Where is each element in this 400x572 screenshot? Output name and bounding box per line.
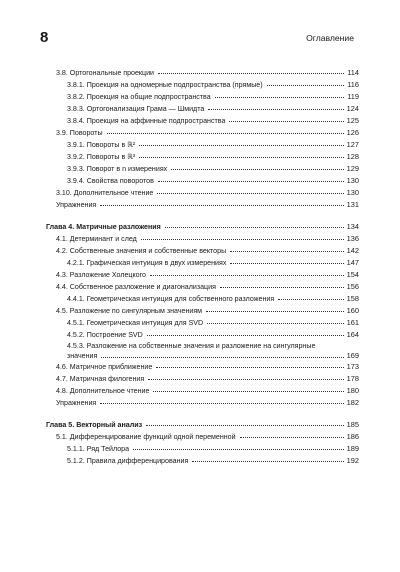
toc-entry <box>46 163 359 175</box>
toc-entry <box>46 443 359 455</box>
toc-entry <box>46 305 359 317</box>
toc-label: 3.8.3. Ортогонализация Грама — Шмидта <box>67 105 205 113</box>
dot-leader <box>157 193 343 194</box>
toc-page: 142 <box>346 246 359 255</box>
toc-page: 158 <box>346 294 359 303</box>
toc-label: 5.1.2. Правила дифференцирования <box>67 457 189 465</box>
toc-label: 4.6. Матричное приближение <box>56 363 153 371</box>
table-of-contents <box>46 67 359 467</box>
toc-entry <box>46 281 359 293</box>
toc-entry <box>46 455 359 467</box>
dot-leader <box>100 403 343 404</box>
toc-entry <box>46 233 359 245</box>
toc-page: 136 <box>346 234 359 243</box>
toc-entry-line2: значения <box>67 352 98 360</box>
toc-label: 4.5. Разложение по сингулярным значениям <box>56 307 203 315</box>
toc-entry <box>46 361 359 373</box>
toc-label: 3.8. Ортогональные проекции <box>56 69 154 77</box>
toc-entry <box>46 115 359 127</box>
toc-label: 4.1. Детерминант и след <box>56 235 137 243</box>
toc-label: 3.8.4. Проекция на аффинные подпространства <box>67 117 226 125</box>
dot-leader <box>220 287 344 288</box>
toc-page: 169 <box>346 351 359 360</box>
toc-page: 131 <box>346 200 359 209</box>
toc-label: Упражнения <box>56 201 97 209</box>
toc-page: 192 <box>346 456 359 465</box>
toc-page: 164 <box>346 330 359 339</box>
toc-label: 4.8. Дополнительное чтение <box>56 387 150 395</box>
dot-leader <box>139 157 343 158</box>
toc-chapter <box>46 419 359 431</box>
dot-leader <box>150 275 344 276</box>
toc-page: 173 <box>346 362 359 371</box>
dot-leader <box>230 251 343 252</box>
toc-entry <box>46 199 359 211</box>
dot-leader <box>215 97 345 98</box>
dot-leader <box>267 85 345 86</box>
toc-page: 160 <box>346 306 359 315</box>
toc-label: Упражнения <box>56 399 97 407</box>
toc-entry <box>46 293 359 305</box>
dot-leader <box>147 335 344 336</box>
toc-page: 128 <box>346 152 359 161</box>
toc-label: 4.2.1. Графическая интуиция в двух измерениях <box>67 259 227 267</box>
toc-entry <box>46 397 359 409</box>
running-title: Оглавление <box>306 33 354 43</box>
dot-leader <box>107 133 344 134</box>
page-number: 8 <box>40 29 49 46</box>
toc-entry <box>46 329 359 341</box>
toc-page: 125 <box>346 116 359 125</box>
dot-leader <box>278 299 343 300</box>
toc-label: 3.8.1. Проекция на одномерные подпространства (прямые) <box>67 81 263 89</box>
toc-page: 129 <box>346 164 359 173</box>
toc-entry <box>46 151 359 163</box>
toc-label: 4.3. Разложение Холецкого <box>56 271 147 279</box>
toc-page: 182 <box>346 398 359 407</box>
toc-page: 161 <box>346 318 359 327</box>
dot-leader <box>192 461 343 462</box>
toc-page: 119 <box>347 92 359 101</box>
dot-leader <box>240 437 344 438</box>
toc-label: 3.10. Дополнительное чтение <box>56 189 154 197</box>
toc-entry <box>46 187 359 199</box>
toc-entry <box>46 341 359 361</box>
toc-page: 185 <box>346 420 359 429</box>
toc-entry-line1: 4.5.3. Разложение на собственные значения и разложение на сингулярные <box>67 342 316 350</box>
toc-label: 4.7. Матричная филогения <box>56 375 145 383</box>
dot-leader <box>165 227 344 228</box>
dot-leader <box>100 205 343 206</box>
toc-label: 4.4.1. Геометрическая интуиция для собственного разложения <box>67 295 275 303</box>
dot-leader <box>158 73 344 74</box>
dot-leader <box>230 263 343 264</box>
toc-page: 186 <box>346 432 359 441</box>
toc-page: 189 <box>346 444 359 453</box>
toc-entry <box>46 67 359 79</box>
toc-page: 134 <box>346 222 359 231</box>
toc-page: 156 <box>346 282 359 291</box>
toc-entry <box>46 175 359 187</box>
toc-label: 3.8.2. Проекция на общие подпространства <box>67 93 211 101</box>
dot-leader <box>171 169 343 170</box>
dot-leader <box>146 425 344 426</box>
toc-page: 124 <box>346 104 359 113</box>
toc-page: 114 <box>347 68 359 77</box>
toc-page: 180 <box>346 386 359 395</box>
toc-entry <box>46 385 359 397</box>
toc-entry <box>46 127 359 139</box>
toc-entry <box>46 257 359 269</box>
toc-page: 126 <box>346 128 359 137</box>
dot-leader <box>156 367 343 368</box>
toc-label: 3.9.1. Повороты в ℝ² <box>67 141 136 149</box>
dot-leader <box>101 357 343 358</box>
toc-entry <box>46 139 359 151</box>
dot-leader <box>229 121 343 122</box>
dot-leader <box>206 311 344 312</box>
toc-label: 3.9.2. Повороты в ℝ³ <box>67 153 136 161</box>
dot-leader <box>207 323 344 324</box>
toc-label: 4.2. Собственные значения и собственные векторы <box>56 247 227 255</box>
toc-entry <box>46 317 359 329</box>
toc-entry <box>46 245 359 257</box>
toc-label: 4.4. Собственное разложение и диагонализация <box>56 283 216 291</box>
toc-entry <box>46 91 359 103</box>
toc-label: 5.1. Дифференцирование функций одной переменной <box>56 433 236 441</box>
dot-leader <box>158 181 344 182</box>
toc-label: Глава 4. Матричные разложения <box>46 223 161 231</box>
toc-page: 130 <box>346 176 359 185</box>
toc-label: 5.1.1. Ряд Тейлора <box>67 445 130 453</box>
toc-label: 3.9. Повороты <box>56 129 103 137</box>
toc-entry <box>46 103 359 115</box>
dot-leader <box>208 109 343 110</box>
toc-page: 130 <box>346 188 359 197</box>
toc-label: 4.5.1. Геометрическая интуиция для SVD <box>67 319 204 327</box>
toc-entry <box>46 373 359 385</box>
toc-page: 178 <box>346 374 359 383</box>
dot-leader <box>141 239 344 240</box>
toc-entry <box>46 431 359 443</box>
page-header <box>0 0 400 50</box>
toc-page: 147 <box>346 258 359 267</box>
toc-label: 3.9.3. Поворот в n измерениях <box>67 165 168 173</box>
toc-page: 154 <box>346 270 359 279</box>
toc-entry <box>46 269 359 281</box>
toc-entry <box>46 79 359 91</box>
toc-label: 4.5.2. Построение SVD <box>67 331 143 339</box>
dot-leader <box>148 379 343 380</box>
toc-label: Глава 5. Векторный анализ <box>46 421 143 429</box>
dot-leader <box>153 391 343 392</box>
toc-page: 127 <box>346 140 359 149</box>
dot-leader <box>139 145 343 146</box>
toc-chapter <box>46 221 359 233</box>
toc-label: 3.9.4. Свойства поворотов <box>67 177 154 185</box>
toc-page: 116 <box>347 80 359 89</box>
dot-leader <box>133 449 344 450</box>
